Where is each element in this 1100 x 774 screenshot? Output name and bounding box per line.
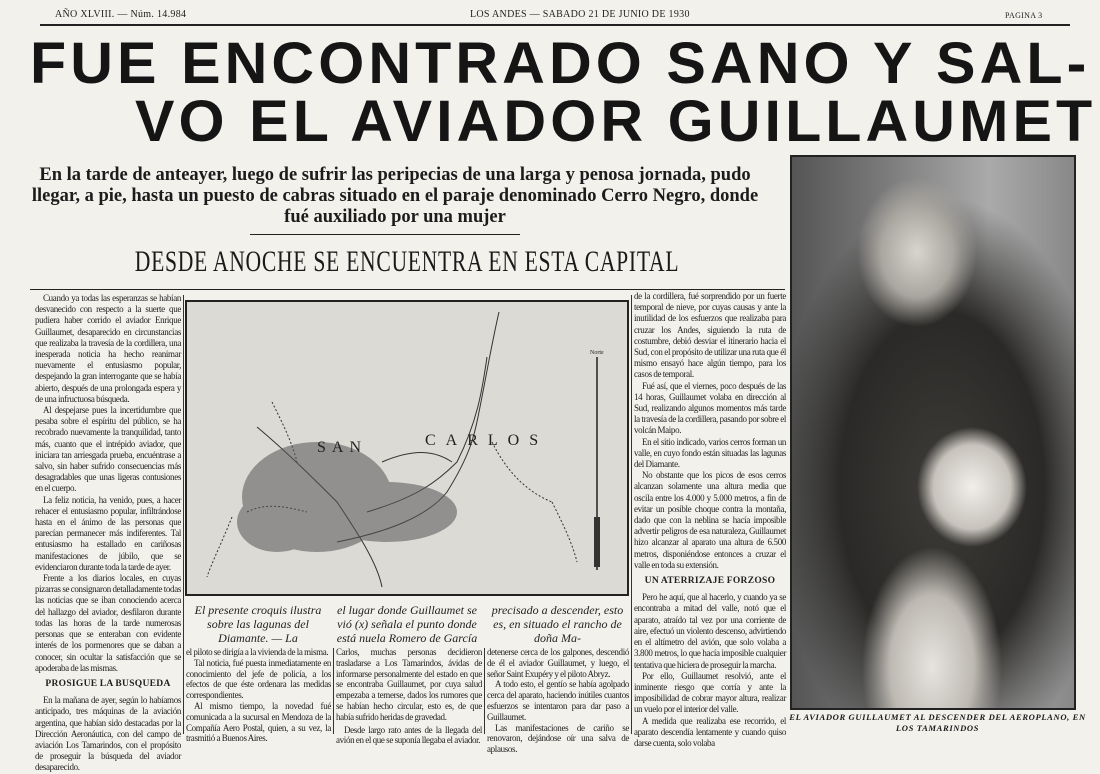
secondary-headline: DESDE ANOCHE SE ENCUENTRA EN ESTA CAPITAL (134, 245, 680, 278)
paragraph: de la cordillera, fué sorprendido por un fuerte temporal de nieve, por cuyas causas y ante la inutilidad de los esfuerzos que realizaba para cruzar los Andes, siguiendo la ruta de costumbre, debió desviar el itinerario hacia el Sud, con el propósito de utilizar una ruta que él mismo ensayó hace algún tiempo, para los casos de temporal. (634, 291, 786, 380)
map-drawing (187, 302, 627, 594)
paragraph: En el sitio indicado, varios cerros forman un valle, en cuyo fondo están situadas las lagunas del Diamante. (634, 436, 786, 470)
paragraph: A medida que realizaba ese recorrido, el aparato descendía lentamente y cuando quiso darse cuenta, solo volaba (634, 715, 786, 748)
river-line (382, 453, 452, 462)
map-label-carlos: CARLOS (425, 432, 549, 449)
issue-number: AÑO XLVIII. — Núm. 14.984 (55, 9, 187, 20)
road-line (552, 502, 577, 562)
column-divider (484, 648, 485, 734)
paragraph: Carlos, muchas personas decidieron trasladarse a Los Tamarindos, ávidas de informarse personalmente del estado en que se encontraba Guillaumet, por cuya salud empezaba a temerse, dados los rumores que se habían hecho circular, esto es, de que había sufrido heridas de gravedad. (336, 647, 482, 722)
map-label-san: SAN (317, 439, 368, 456)
paragraph: La feliz noticia, ha venido, pues, a hacer rehacer el entusiasmo popular, infiltrándose hasta en el ánimo de las personas que parecían permanecer más indiferentes. Tal entusiasmo ha estallado en cariñosas manifestaciones de júbilo, que se evidenciaron durante toda la tarde de ayer. (35, 494, 181, 572)
aviator-photo (790, 155, 1076, 710)
road-line (492, 442, 552, 502)
paragraph: Desde largo rato antes de la llegada del avión en el que se suponía llegaba el aviador. (336, 724, 482, 746)
headline-line-1: FUE ENCONTRADO SANO Y SAL- (30, 31, 1091, 96)
paragraph: No obstante que los picos de esos cerros alcanzan solamente una altura media que oscila entre los 4.000 y 5.000 metros, a fin de evitar un posible choque contra la montaña, dado que con la neblina se hacía imposible advertir peligros de esa naturaleza, Guillaumet hizo alcanzar al aparato una altura de 6.500 metros, disponiéndose entonces a cruzar el valle en toda su extensión. (634, 470, 786, 570)
section-subhead: PROSIGUE LA BUSQUEDA (45, 678, 171, 689)
divider (250, 234, 520, 235)
paragraph: Pero he aquí, que al hacerlo, y cuando ya se encontraba a mitad del valle, notó que el aparato, atraído tal vez por una corriente de aire, efectuó un violento descenso, advirtiendo en el altímetro del avión, que solo volaba a 3.800 metros, lo que hacía imposible cualquier tentativa que hiciera de proseguir la marcha. (634, 592, 786, 670)
dateline: LOS ANDES — SABADO 21 DE JUNIO DE 1930 (470, 9, 690, 20)
map-caption-part-3: precisado a descender, esto es, en situado el rancho de doña Ma- (491, 603, 624, 645)
road-line (207, 517, 232, 577)
subheadline: En la tarde de anteayer, luego de sufrir las peripecias de una larga y penosa jornada, pudo llegar, a pie, hasta un puesto de cabras situado en el paraje denominado Cerro Negro, donde fué auxiliado por una mujer (31, 165, 759, 227)
paragraph: Frente a los diarios locales, en cuyas pizarras se consignaron detalladamente todas las noticias que se iban conociendo acerca del hallazgo del aviador, desfilaron durante todas las horas de la tarde numerosas personas que se enteraban con evidente interés de los pormenores que se daban a conocer, sin ocultar la satisfacción que se apoderaba de las mismas. (35, 573, 181, 673)
photo-caption: EL AVIADOR GUILLAUMET AL DESCENDER DEL AEROPLANO, EN LOS TAMARINDOS (789, 712, 1086, 733)
map-caption-part-2: el lugar donde Guillaumet se vió (x) señala el punto donde está nuela Romero de García (336, 603, 478, 645)
section-subhead: UN ATERRIZAJE FORZOSO (644, 576, 776, 587)
header-rule (40, 24, 1070, 26)
page-number: PAGINA 3 (1005, 11, 1043, 20)
headline-line-2: VO EL AVIADOR GUILLAUMET (135, 89, 1097, 154)
paragraph: A todo esto, el gentío se había agolpado cerca del aparato, haciendo inútiles cuantos esfuerzos se intentaron para dar paso a Guillaumet. (487, 679, 629, 722)
column-divider (631, 295, 632, 734)
north-label: Norte (590, 350, 604, 356)
paragraph: Fué así, que el viernes, poco después de las 14 horas, Guillaumet volaba en dirección al Sud, realizando algunos momentos más tarde la travesía de la cordillera, pasando por sobre el volcán Maipo. (634, 380, 786, 436)
paragraph: En la mañana de ayer, según lo habíamos anticipado, tres máquinas de la aviación argentina, que habían sido destacadas por la Dirección Aeronáutica, con del campo de aviación Los Tamarindos, con el propósito de proseguir la búsqueda del aviador desaparecido. (35, 695, 181, 773)
article-column-3b (487, 647, 629, 755)
paragraph: Al mismo tiempo, la novedad fué comunicada a la sucursal en Mendoza de la Compañía Aero Postal, quien, a su vez, la trasmitió a Buenos Aires. (186, 700, 331, 744)
map-sketch (185, 300, 629, 596)
paragraph: Tal noticia, fué puesta inmediatamente en conocimiento del jefe de policía, a los efectos de que éste ordenara las medidas correspondientes. (186, 657, 331, 701)
article-column-4 (634, 291, 786, 749)
article-column-1 (35, 293, 181, 774)
mountain-hatching (317, 482, 457, 542)
map-caption-part-1: El presente croquis ilustra sobre las lagunas del Diamante. — La (194, 603, 322, 645)
scale-bar (594, 517, 600, 567)
article-column-3 (336, 647, 482, 746)
paragraph: Las manifestaciones de cariño se renovaron, dejándose oír una salva de aplausos. (487, 722, 629, 755)
paragraph: Cuando ya todas las esperanzas se habían desvanecido con respecto a la suerte que pudiera haber corrido el aviador Enrique Guillaumet, desaparecido en circunstancias que realizaba la travesía de la cordillera, una inesperada noticia ha hecho reanimar nuevamente el entusiasmo popular, despejando la gran interrogante que se había abierto, después de una prolongada espera y de una infructuosa búsqueda. (35, 293, 181, 404)
column-divider (333, 648, 334, 734)
section-rule (30, 289, 785, 290)
column-divider (183, 295, 184, 734)
paragraph: Por ello, Guillaumet resolvió, ante el inminente riesgo que corría y ante la imposibilidad de cobrar mayor altura, realizar un vuelo por el interior del valle. (634, 670, 786, 715)
article-column-2 (186, 647, 331, 744)
paragraph: Al despejarse pues la incertidumbre que pesaba sobre el espíritu del público, se ha recobrado nuevamente la tranquilidad, tanto más, cuanto que el intrépido aviador, que iniciara tan arriesgada prueba, encuéntrase a salvo, sin haber sufrido consecuencias más desagradables que unas ligeras contusiones en el cuerpo. (35, 405, 181, 494)
mountain-hatching (237, 492, 317, 552)
paragraph: el piloto se dirigía a la vivienda de la misma. (186, 647, 329, 657)
paragraph: detenerse cerca de los galpones, descendió de él el aviador Guillaumet, y luego, el señor Saint Exupéry y el piloto Abryz. (487, 647, 629, 679)
